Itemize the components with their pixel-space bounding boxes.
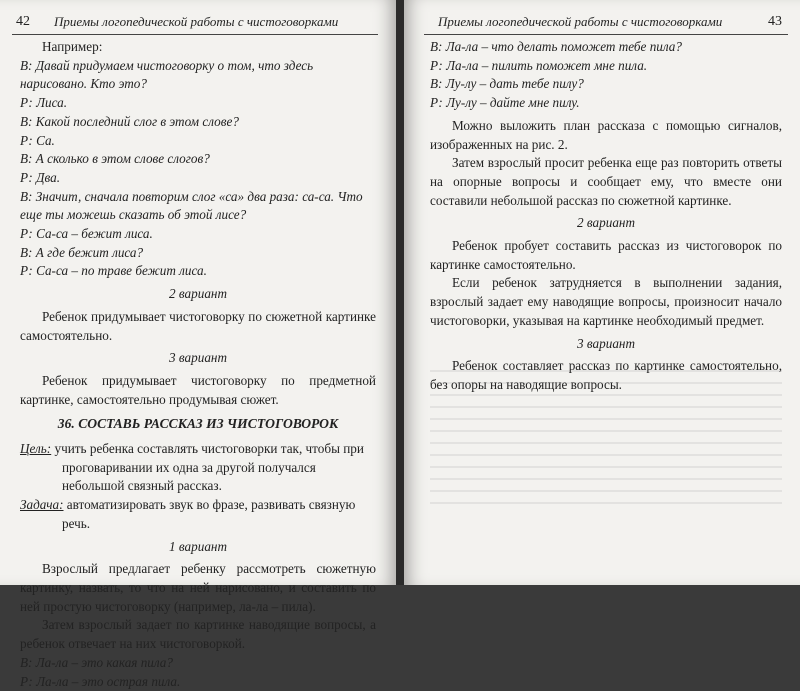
speaker-label: Р: (20, 133, 33, 148)
speaker-label: В: (20, 655, 32, 670)
dialog-line (20, 94, 376, 113)
speaker-label: Р: (20, 170, 33, 185)
variant-heading: 1 вариант (20, 538, 376, 557)
speaker-label: Р: (430, 58, 443, 73)
dialog-block (430, 38, 782, 113)
speaker-label: Р: (20, 674, 33, 689)
dialog-line (430, 57, 782, 76)
paragraph: Ребенок придумывает чистоговорку по сюжетной картинке самостоятельно. (20, 308, 376, 345)
goal-text: учить ребенка составлять чистоговорки так, чтобы при проговаривании их одна за другой получался небольшой связный рассказ. (55, 441, 364, 493)
paragraph: Ребенок составляет рассказ по картинке самостоятельно, без опоры на наводящие вопросы. (430, 357, 782, 394)
speaker-label: В: (430, 39, 442, 54)
right-running-header (424, 12, 788, 35)
running-title: Приемы логопедической работы с чистоговорками (54, 14, 338, 30)
dialog-line (20, 244, 376, 263)
paragraph: Взрослый предлагает ребенку рассмотреть сюжетную картинку, назвать, то что на ней нарисовано, и составить по ней простую чистоговорку (например, ла-ла – пила). (20, 560, 376, 616)
dialog-text: Ла-ла – это острая пила. (36, 674, 180, 689)
dialog-line (20, 188, 376, 225)
dialog-block (20, 57, 376, 281)
dialog-line (20, 654, 376, 673)
dialog-line (430, 94, 782, 113)
dialog-text: Лу-лу – дать тебе пилу? (446, 76, 584, 91)
left-page-body (20, 38, 376, 691)
goal-label: Цель: (20, 441, 51, 456)
paragraph: Ребенок пробует составить рассказ из чистоговорок по картинке самостоятельно. (430, 237, 782, 274)
paragraph: Затем взрослый просит ребенка еще раз повторить ответы на опорные вопросы и сообщает ему, что вместе они составили небольшой рассказ по сюжетной картинке. (430, 154, 782, 210)
dialog-text: Значит, сначала повторим слог «са» два раза: са-са. Что еще ты можешь сказать об этой лисе? (20, 189, 363, 223)
speaker-label: В: (430, 76, 442, 91)
goal-paragraph (20, 440, 376, 496)
dialog-line (430, 38, 782, 57)
dialog-line (20, 262, 376, 281)
variant-heading: 3 вариант (20, 349, 376, 368)
dialog-text: Ла-ла – это какая пила? (36, 655, 173, 670)
dialog-line (20, 113, 376, 132)
speaker-label: В: (20, 58, 32, 73)
dialog-line (20, 132, 376, 151)
dialog-line (20, 225, 376, 244)
dialog-text: Ла-ла – что делать поможет тебе пила? (446, 39, 682, 54)
paragraph: Ребенок придумывает чистоговорку по предметной картинке, самостоятельно продумывая сюжет. (20, 372, 376, 409)
variant-heading: 2 вариант (20, 285, 376, 304)
speaker-label: Р: (430, 95, 443, 110)
speaker-label: В: (20, 245, 32, 260)
variant-heading: 2 вариант (430, 214, 782, 233)
dialog-text: Са-са – бежит лиса. (36, 226, 153, 241)
dialog-text: Лиса. (36, 95, 67, 110)
dialog-text: А где бежит лиса? (36, 245, 143, 260)
dialog-text: Са. (36, 133, 55, 148)
dialog-line (20, 57, 376, 94)
dialog-line (430, 75, 782, 94)
dialog-block (20, 654, 376, 691)
dialog-text: Са-са – по траве бежит лиса. (36, 263, 207, 278)
paragraph: Если ребенок затрудняется в выполнении задания, взрослый задает ему наводящие вопросы, произносит начало чистоговорки, указывая на картинке необходимый предмет. (430, 274, 782, 330)
dialog-text: Два. (36, 170, 60, 185)
page-number: 42 (16, 14, 30, 30)
right-page-body (430, 38, 782, 395)
page-number: 43 (768, 14, 782, 30)
right-page (404, 0, 800, 585)
paragraph: Можно выложить план рассказа с помощью сигналов, изображенных на рис. 2. (430, 117, 782, 154)
speaker-label: В: (20, 114, 32, 129)
task-paragraph (20, 496, 376, 533)
dialog-text: А сколько в этом слове слогов? (36, 151, 210, 166)
left-running-header (12, 12, 378, 35)
variant-heading: 3 вариант (430, 335, 782, 354)
dialog-text: Давай придумаем чистоговорку о том, что здесь нарисовано. Кто это? (20, 58, 313, 92)
intro-text: Например: (20, 38, 376, 57)
speaker-label: В: (20, 151, 32, 166)
dialog-text: Лу-лу – дайте мне пилу. (446, 95, 580, 110)
dialog-line (20, 169, 376, 188)
speaker-label: Р: (20, 226, 33, 241)
task-text: автоматизировать звук во фразе, развивать связную речь. (62, 497, 355, 531)
speaker-label: Р: (20, 95, 33, 110)
left-page (0, 0, 396, 585)
speaker-label: В: (20, 189, 32, 204)
dialog-text: Какой последний слог в этом слове? (36, 114, 239, 129)
section-heading: 36. СОСТАВЬ РАССКАЗ ИЗ ЧИСТОГОВОРОК (20, 415, 376, 434)
paragraph: Затем взрослый задает по картинке наводящие вопросы, а ребенок отвечает на них чистоговоркой. (20, 616, 376, 653)
dialog-text: Ла-ла – пилить поможет мне пила. (446, 58, 647, 73)
dialog-line (20, 150, 376, 169)
dialog-line (20, 673, 376, 691)
task-label: Задача: (20, 497, 64, 512)
book-gutter (396, 0, 404, 585)
running-title: Приемы логопедической работы с чистоговорками (438, 14, 722, 30)
speaker-label: Р: (20, 263, 33, 278)
